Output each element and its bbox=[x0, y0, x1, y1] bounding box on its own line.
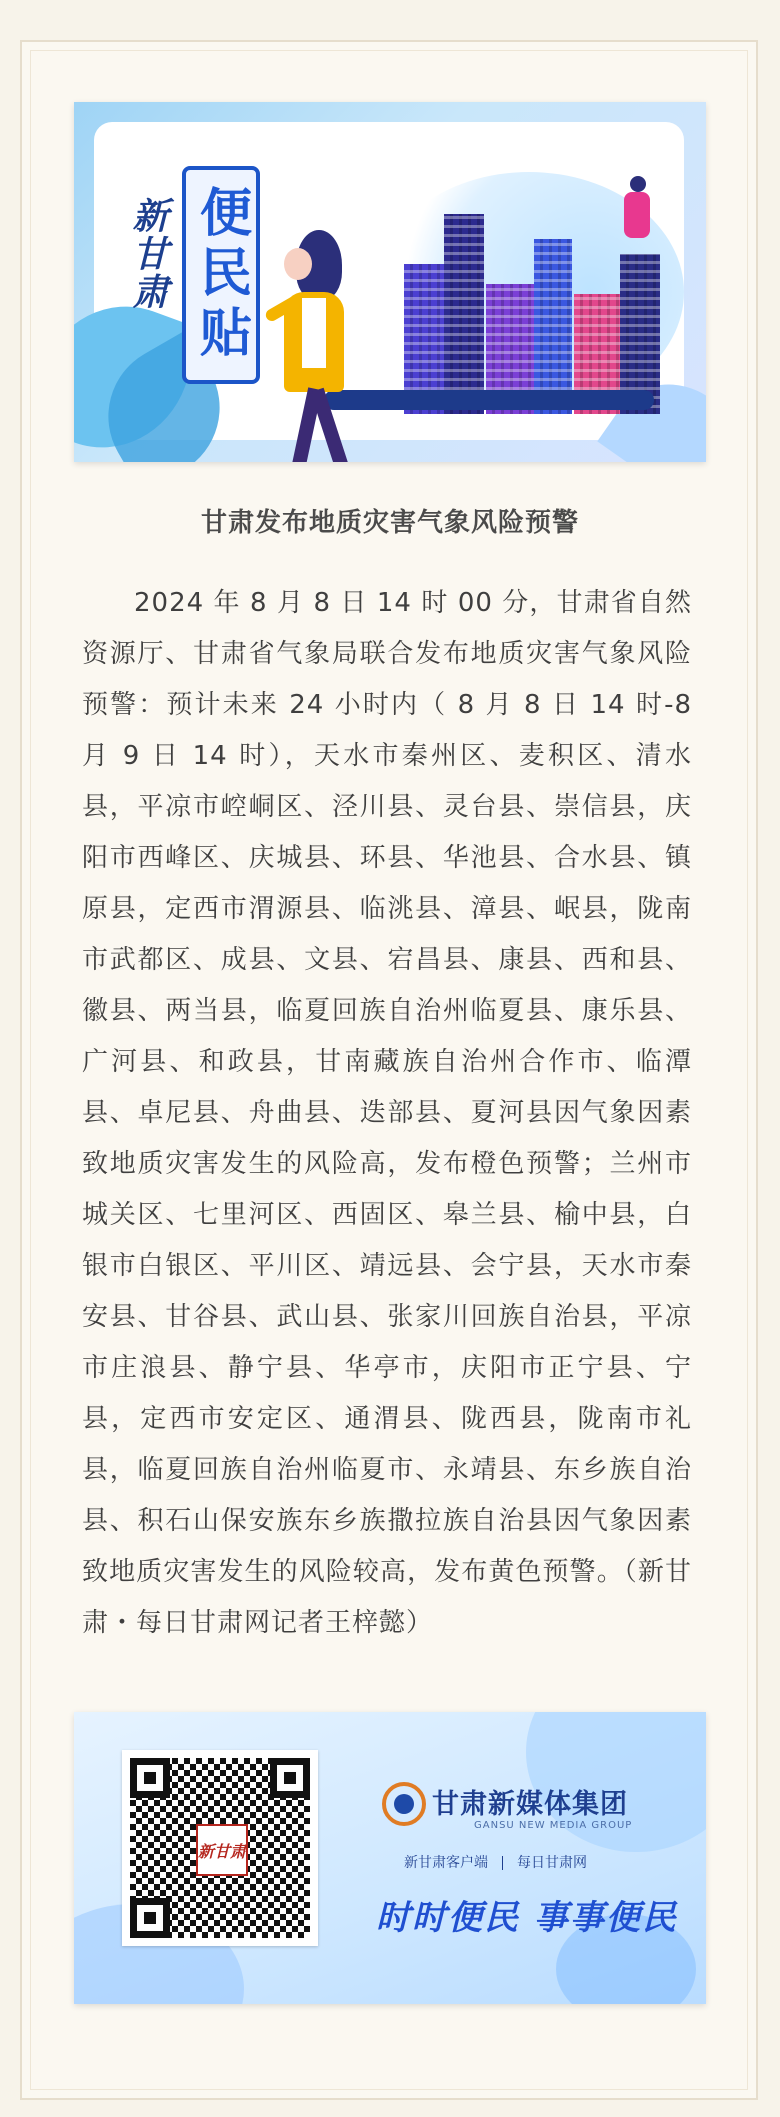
brand-seal bbox=[182, 166, 260, 384]
building-illustration bbox=[444, 214, 484, 414]
man-illustration bbox=[630, 176, 646, 192]
slogan: 时时便民 事事便民 bbox=[376, 1898, 678, 1938]
building-illustration bbox=[534, 239, 572, 414]
qr-code[interactable] bbox=[122, 1750, 318, 1946]
channel-app: 新甘肃客户端 bbox=[404, 1855, 488, 1871]
article-title: 甘肃发布地质灾害气象风险预警 bbox=[200, 508, 579, 538]
qr-finder bbox=[130, 1758, 170, 1798]
woman-illustration bbox=[284, 248, 312, 280]
group-name: 甘肃新媒体集团 bbox=[432, 1789, 628, 1820]
qr-finder bbox=[270, 1758, 310, 1798]
channel-divider bbox=[502, 1856, 503, 1870]
brand-seal-text: 便民贴 bbox=[190, 185, 251, 365]
qr-code-pattern bbox=[130, 1758, 310, 1938]
woman-illustration bbox=[302, 298, 326, 368]
channels bbox=[404, 1852, 587, 1872]
qr-finder bbox=[130, 1898, 170, 1938]
group-name-en: GANSU NEW MEDIA GROUP bbox=[474, 1820, 633, 1831]
channel-web: 每日甘肃网 bbox=[517, 1855, 587, 1871]
city-ground bbox=[324, 390, 654, 410]
header-banner bbox=[74, 102, 706, 462]
qr-center-logo bbox=[196, 1824, 248, 1876]
article-body: 2024 年 8 月 8 日 14 时 00 分，甘肃省自然资源厅、甘肃省气象局联合发布地质灾害气象风险预警：预计未来 24 小时内（ 8 月 8 日 14 时-8 月 9 日 14 时），天水市秦州区、麦积区、清水县，平凉市崆峒区、泾川县、灵台县、崇信县，庆阳市西峰区、庆城县、环县、华池县、合水县、镇原县，定西市渭源县、临洮县、漳县、岷县，陇南市武都区、成县、文县、宕昌县、康县、西和县、徽县、两当县，临夏回族自治州临夏县、康乐县、广河县、和政县，甘南藏族自治州合作市、临潭县、卓尼县、舟曲县、迭部县、夏河县因气象因素致地质灾害发生的风险高，发布橙色预警；兰州市城关区、七里河区、西固区、皋兰县、榆中县，白银市白银区、平川区、靖远县、会宁县，天水市秦安县、甘谷县、武山县、张家川回族自治县，平凉市庄浪县、静宁县、华亭市，庆阳市正宁县、宁县，定西市安定区、通渭县、陇西县，陇南市礼县，临夏回族自治州临夏市、永靖县、东乡族自治县、积石山保安族东乡族撒拉族自治县因气象因素致地质灾害发生的风险较高，发布黄色预警。（新甘肃・每日甘肃网记者王梓懿） bbox=[82, 588, 692, 1638]
footer-card bbox=[74, 1712, 706, 2004]
qr-center-logo-text: 新甘肃 bbox=[198, 1841, 247, 1861]
brand-logo-text: 新甘肃 bbox=[127, 197, 169, 311]
man-illustration bbox=[624, 192, 650, 238]
group-logo-icon bbox=[382, 1782, 426, 1826]
